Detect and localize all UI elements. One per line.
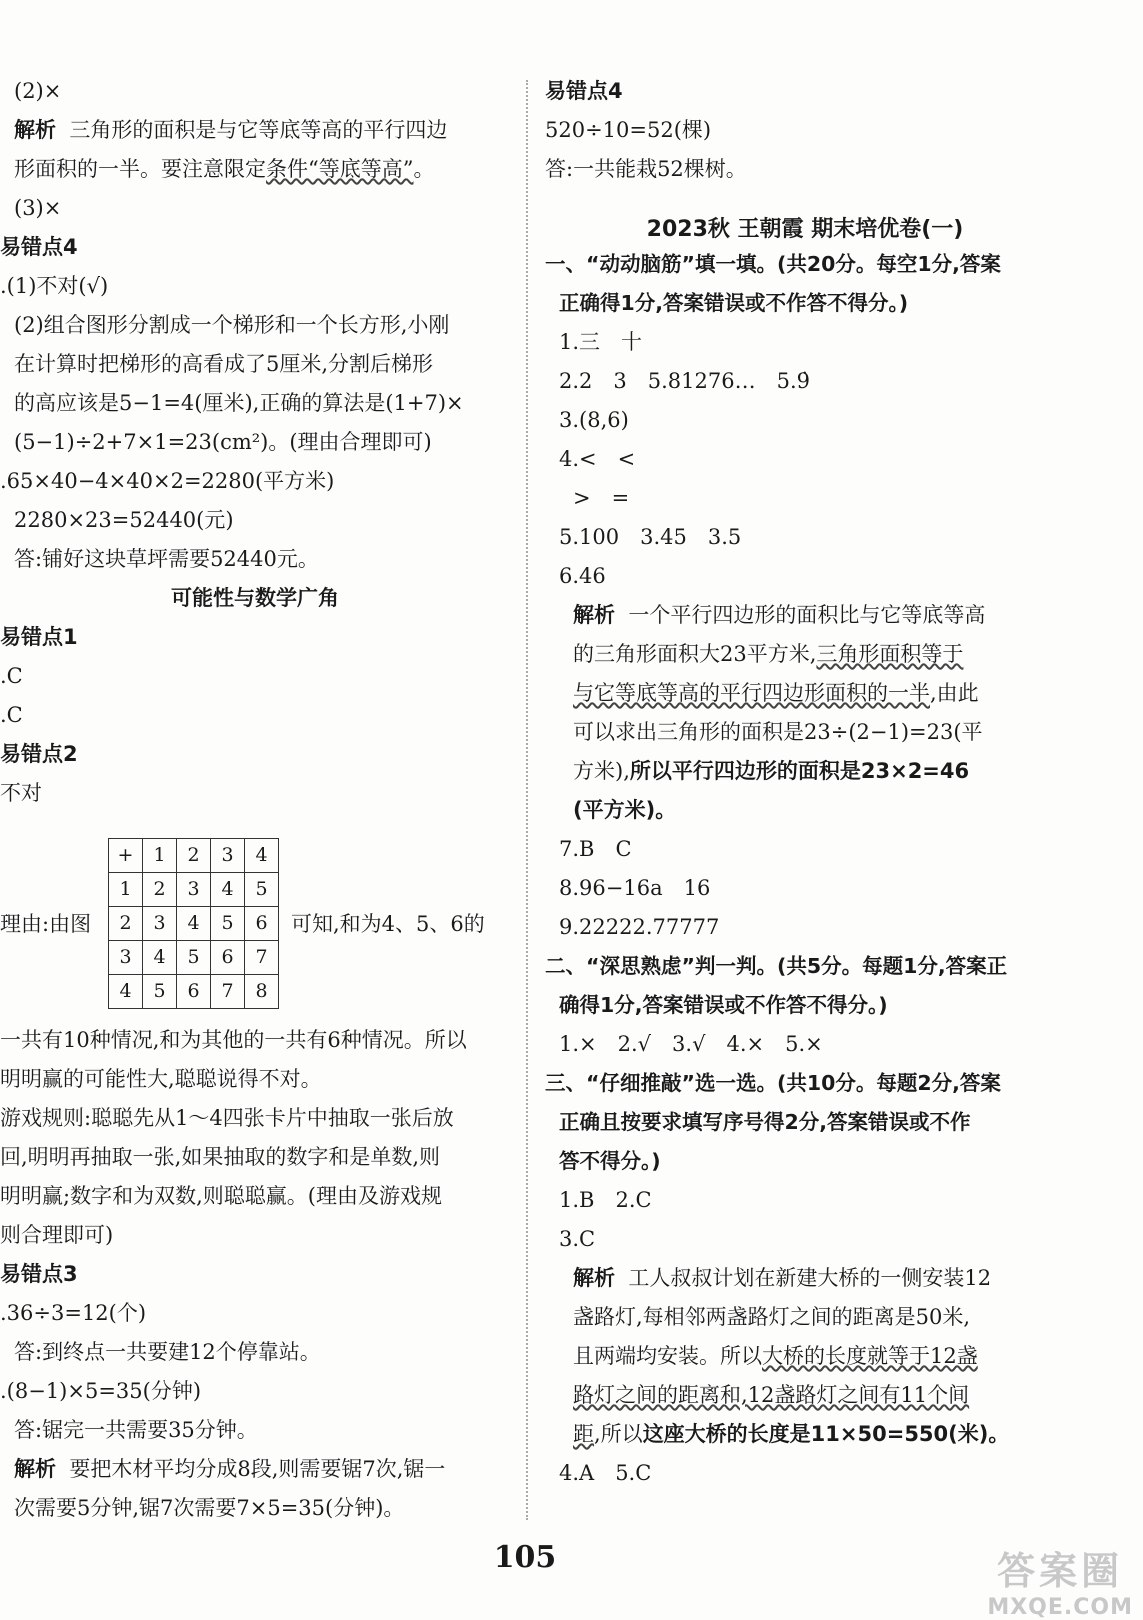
grid-cell: 7 bbox=[211, 974, 245, 1008]
line: 明明赢;数字和为双数,则聪聪赢。(理由及游戏规 bbox=[0, 1184, 442, 1208]
underlined-text: 距 bbox=[573, 1422, 594, 1446]
line: 的高应该是5−1=4(厘米),正确的算法是(1+7)× bbox=[14, 391, 464, 415]
underlined-text: 大桥的长度就等于12盏 bbox=[762, 1344, 978, 1368]
underlined-text: 条件“等底等高” bbox=[266, 157, 414, 181]
grid-cell: 2 bbox=[177, 838, 211, 872]
line: (3)× bbox=[14, 196, 62, 220]
answer-line: 4.A 5.C bbox=[559, 1461, 652, 1485]
grid-cell: + bbox=[109, 838, 143, 872]
grid-cell: 4 bbox=[177, 906, 211, 940]
addition-grid bbox=[108, 838, 279, 1009]
line: 明明赢的可能性大,聪聪说得不对。 bbox=[0, 1067, 322, 1091]
section-title: 可能性与数学广角 bbox=[171, 586, 339, 610]
line bbox=[545, 1343, 1065, 1382]
line bbox=[0, 156, 510, 195]
answer-line: 2.2 3 5.81276… 5.9̇ bbox=[559, 369, 810, 393]
line bbox=[545, 1265, 1065, 1304]
line: .C bbox=[0, 703, 23, 727]
answer-line: 8.96−16a 16 bbox=[559, 876, 711, 900]
grid-cell: 1 bbox=[109, 872, 143, 906]
line: (5−1)÷2+7×1=23(cm²)。(理由合理即可) bbox=[14, 430, 432, 454]
line bbox=[545, 758, 1065, 797]
table-row-line bbox=[0, 819, 510, 1027]
text: 要把木材平均分成8段,则需要锯7次,锯一 bbox=[69, 1457, 446, 1481]
section-heading: 易错点1 bbox=[0, 625, 78, 649]
grid-cell: 3 bbox=[109, 940, 143, 974]
grid-cell: 5 bbox=[211, 906, 245, 940]
line bbox=[545, 680, 1065, 719]
text: 工人叔叔计划在新建大桥的一侧安装12 bbox=[628, 1266, 992, 1290]
answer-line: 3.C bbox=[559, 1227, 596, 1251]
grid-cell: 2 bbox=[109, 906, 143, 940]
line: 游戏规则:聪聪先从1～4四张卡片中抽取一张后放 bbox=[0, 1106, 454, 1130]
text: ,所以 bbox=[594, 1422, 643, 1446]
answer-line: 1.B 2.C bbox=[559, 1188, 652, 1212]
grid-cell: 8 bbox=[245, 974, 279, 1008]
text: 方米), bbox=[573, 759, 630, 783]
line: 回,明明再抽取一张,如果抽取的数字和是单数,则 bbox=[0, 1145, 441, 1169]
watermark-text: 答案圈 bbox=[997, 1549, 1124, 1593]
line bbox=[0, 117, 510, 156]
section-heading: 易错点3 bbox=[0, 1262, 78, 1286]
underlined-text: 路灯之间的距离和,12盏路灯之间有11个间 bbox=[573, 1383, 970, 1407]
watermark-logo bbox=[987, 1540, 1133, 1620]
line: 答:到终点一共要建12个停靠站。 bbox=[14, 1340, 321, 1364]
section-heading: 答不得分。) bbox=[559, 1149, 661, 1173]
section-heading: 正确得1分,答案错误或不作答不得分。) bbox=[559, 291, 909, 315]
line: 可以求出三角形的面积是23÷(2−1)=23(平 bbox=[573, 720, 983, 744]
line: 答:锯完一共需要35分钟。 bbox=[14, 1418, 258, 1442]
grid-cell: 4 bbox=[143, 940, 177, 974]
line: .(1)不对(√) bbox=[0, 274, 109, 298]
line: .36÷3=12(个) bbox=[0, 1301, 147, 1325]
analysis-label: 解析 bbox=[573, 603, 615, 627]
line: 答:一共能栽52棵树。 bbox=[545, 157, 747, 181]
grid-cell: 3 bbox=[143, 906, 177, 940]
analysis-label: 解析 bbox=[573, 1266, 615, 1290]
grid-cell: 6 bbox=[177, 974, 211, 1008]
line: (2)× bbox=[14, 79, 62, 103]
grid-row bbox=[109, 838, 279, 872]
line: .(8−1)×5=35(分钟) bbox=[0, 1379, 202, 1403]
analysis-label: 解析 bbox=[14, 1457, 56, 1481]
line: .C bbox=[0, 664, 23, 688]
watermark-url: MXQE.COM bbox=[987, 1595, 1133, 1620]
left-column bbox=[0, 78, 510, 1534]
line: (平方米)。 bbox=[573, 798, 677, 822]
line: 520÷10=52(棵) bbox=[545, 118, 712, 142]
line bbox=[0, 1456, 510, 1495]
line: 次需要5分钟,锯7次需要7×5=35(分钟)。 bbox=[14, 1496, 405, 1520]
grid-cell: 5 bbox=[143, 974, 177, 1008]
answer-line: 1.× 2.√ 3.√ 4.× 5.× bbox=[559, 1032, 823, 1056]
line bbox=[545, 602, 1065, 641]
grid-cell: 2 bbox=[143, 872, 177, 906]
text: ,由此 bbox=[930, 681, 979, 705]
answer-line: 6.46 bbox=[559, 564, 606, 588]
grid-row bbox=[109, 906, 279, 940]
grid-row bbox=[109, 974, 279, 1008]
line bbox=[545, 1382, 1065, 1421]
analysis-label: 解析 bbox=[14, 118, 56, 142]
underlined-text: 与它等底等高的平行四边形面积的一半 bbox=[573, 681, 930, 705]
bold-text: 这座大桥的长度是11×50=550(米)。 bbox=[642, 1422, 1010, 1446]
line: 答:铺好这块草坪需要52440元。 bbox=[14, 547, 319, 571]
section-heading: 确得1分,答案错误或不作答不得分。) bbox=[559, 993, 888, 1017]
grid-cell: 7 bbox=[245, 940, 279, 974]
answer-line: 5.100 3.45 3.5 bbox=[559, 525, 742, 549]
grid-row bbox=[109, 940, 279, 974]
line: 不对 bbox=[0, 781, 42, 805]
text: 理由:由图 bbox=[0, 912, 92, 936]
text: 一个平行四边形的面积比与它等底等高 bbox=[628, 603, 986, 627]
text: 的三角形面积大23平方米, bbox=[573, 642, 817, 666]
grid-cell: 4 bbox=[109, 974, 143, 1008]
grid-cell: 1 bbox=[143, 838, 177, 872]
page-number: 105 bbox=[493, 1540, 557, 1575]
grid-cell: 6 bbox=[211, 940, 245, 974]
line: (2)组合图形分割成一个梯形和一个长方形,小刚 bbox=[14, 313, 450, 337]
answer-line: > = bbox=[573, 486, 630, 510]
line bbox=[545, 1421, 1065, 1460]
column-divider bbox=[526, 80, 528, 1520]
answer-line: 1.三 十 bbox=[559, 330, 643, 354]
text: 可知,和为4、5、6的 bbox=[291, 912, 485, 936]
grid-cell: 4 bbox=[211, 872, 245, 906]
grid-cell: 4 bbox=[245, 838, 279, 872]
grid-row bbox=[109, 872, 279, 906]
grid-cell: 6 bbox=[245, 906, 279, 940]
section-heading: 一、“动动脑筋”填一填。(共20分。每空1分,答案 bbox=[545, 252, 1001, 276]
line: 一共有10种情况,和为其他的一共有6种情况。所以 bbox=[0, 1028, 467, 1052]
right-column bbox=[545, 78, 1065, 1499]
section-heading: 二、“深思熟虑”判一判。(共5分。每题1分,答案正 bbox=[545, 954, 1008, 978]
line: .65×40−4×40×2=2280(平方米) bbox=[0, 469, 335, 493]
line: 在计算时把梯形的高看成了5厘米,分割后梯形 bbox=[14, 352, 434, 376]
text: 。 bbox=[413, 157, 435, 181]
text: 三角形的面积是与它等底等高的平行四边 bbox=[69, 118, 448, 142]
answer-line: 7.B C bbox=[559, 837, 632, 861]
grid-cell: 3 bbox=[177, 872, 211, 906]
bold-text: 所以平行四边形的面积是23×2=46 bbox=[629, 759, 970, 783]
grid-cell: 5 bbox=[177, 940, 211, 974]
answer-line: 9.22222.77777 bbox=[559, 915, 720, 939]
section-heading: 三、“仔细推敲”选一选。(共10分。每题2分,答案 bbox=[545, 1071, 1001, 1095]
line: 则合理即可) bbox=[0, 1223, 114, 1247]
text: 且两端均安装。所以 bbox=[573, 1344, 762, 1368]
section-heading: 易错点2 bbox=[0, 742, 78, 766]
section-heading: 正确且按要求填写序号得2分,答案错误或不作 bbox=[559, 1110, 971, 1134]
section-heading: 易错点4 bbox=[0, 235, 78, 259]
answer-line: 4.< < bbox=[559, 447, 636, 471]
answer-line: 3.(8,6) bbox=[559, 408, 629, 432]
line: 2280×23=52440(元) bbox=[14, 508, 234, 532]
text: 形面积的一半。要注意限定 bbox=[14, 157, 266, 181]
line bbox=[545, 641, 1065, 680]
underlined-text: 三角形面积等于 bbox=[816, 642, 964, 666]
grid-cell: 5 bbox=[245, 872, 279, 906]
exam-title: 2023秋 王朝霞 期末培优卷(一) bbox=[646, 217, 964, 242]
section-heading: 易错点4 bbox=[545, 79, 623, 103]
grid-cell: 3 bbox=[211, 838, 245, 872]
line: 盏路灯,每相邻两盏路灯之间的距离是50米, bbox=[573, 1305, 971, 1329]
